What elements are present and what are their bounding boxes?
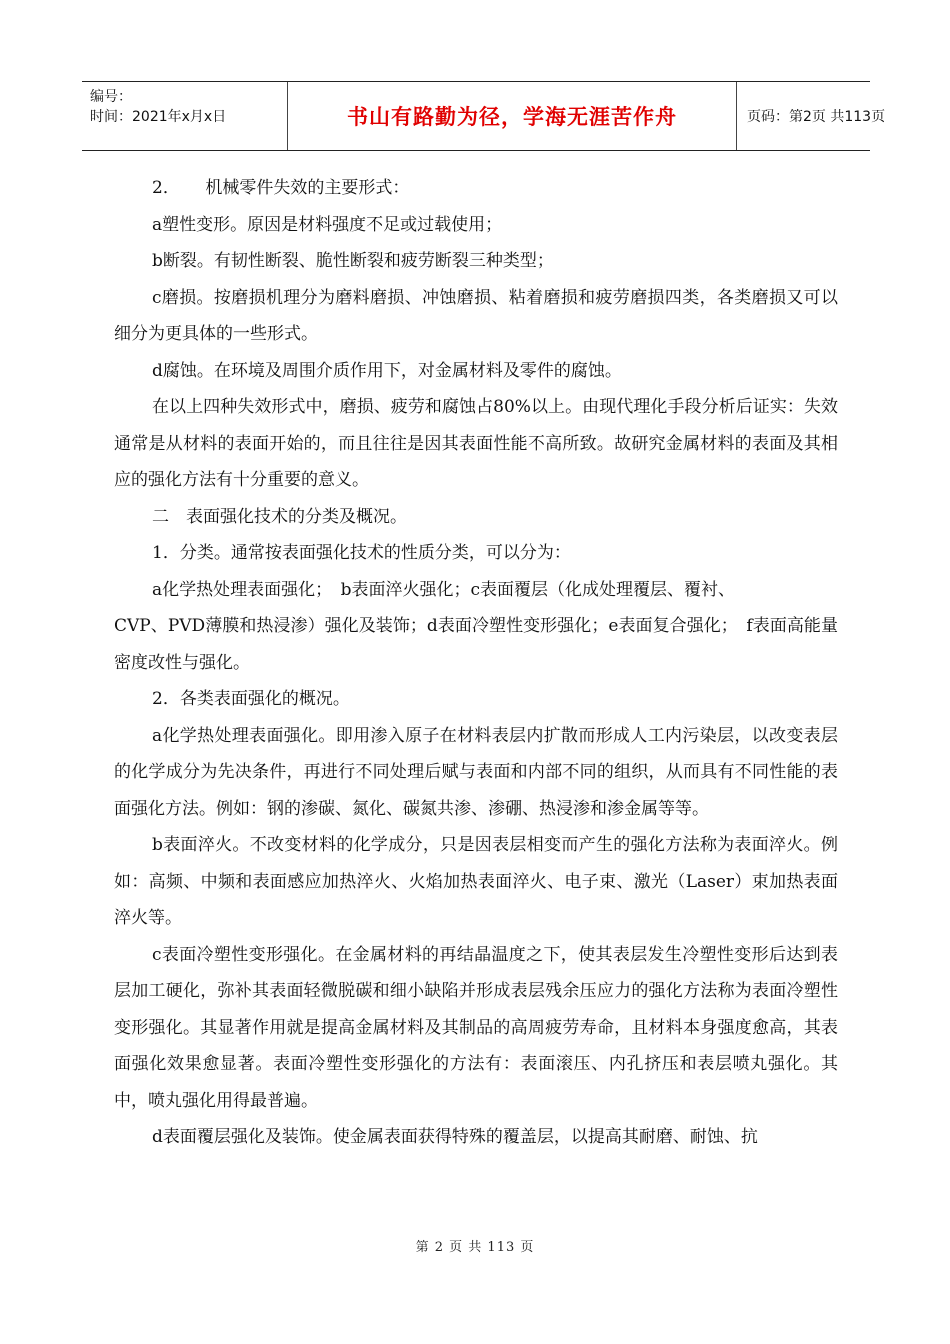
paragraph: 2．各类表面强化的概况。 (152, 689, 350, 709)
paragraph: b断裂。有韧性断裂、脆性断裂和疲劳断裂三种类型； (152, 251, 554, 271)
section-heading: 二 表面强化技术的分类及概况。 (152, 506, 407, 527)
paragraph: d表面覆层强化及装饰。使金属表面获得特殊的覆盖层，以提高其耐磨、耐蚀、抗 (152, 1127, 758, 1147)
header-page-label: 页码：第2页 共113页 (747, 109, 886, 125)
paragraph: c表面冷塑性变形强化。在金属材料的再结晶温度之下，使其表层发生冷塑性变形后达到表层加工硬化，弥补其表面轻微脱碳和细小缺陷并形成表层残余压应力的强化方法称为表面冷塑性变形强化。其显著作用就是提高金属材料及其制品的高周疲劳寿命，且材料本身强度愈高，其表面强化效果愈显著。表面冷塑性变形强化的方法有：表面滚压、内孔挤压和表层喷丸强化。其中，喷丸强化用得最普遍。 (114, 944, 838, 1111)
document-body (114, 170, 838, 1156)
document-time-label: 时间：2021年x月x日 (90, 109, 227, 125)
document-header (82, 81, 886, 151)
paragraph: 1．分类。通常按表面强化技术的性质分类，可以分为： (152, 543, 571, 563)
paragraph: a化学热处理表面强化。即用渗入原子在材料表层内扩散而形成人工内污染层，以改变表层的化学成分为先决条件，再进行不同处理后赋与表面和内部不同的组织，从而具有不同性能的表面强化方法。例如：钢的渗碳、氮化、碳氮共渗、渗硼、热浸渗和渗金属等等。 (114, 725, 838, 819)
header-page-cell (737, 82, 886, 150)
page-footer: 第 2 页 共 113 页 (415, 1240, 535, 1255)
paragraph: 在以上四种失效形式中，磨损、疲劳和腐蚀占80%以上。由现代理化手段分析后证实：失效通常是从材料的表面开始的，而且往往是因其表面性能不高所致。故研究金属材料的表面及其相应的强化方法有十分重要的意义。 (114, 397, 838, 490)
header-motto-cell (287, 82, 737, 150)
header-meta-cell (82, 82, 287, 150)
paragraph: c磨损。按磨损机理分为磨料磨损、冲蚀磨损、粘着磨损和疲劳磨损四类，各类磨损又可以细分为更具体的一些形式。 (114, 287, 838, 344)
document-number-label: 编号： (90, 89, 132, 105)
paragraph: a化学热处理表面强化； b表面淬火强化；c表面覆层（化成处理覆层、覆衬、 (152, 579, 736, 600)
paragraph: CVP、PVD薄膜和热浸渗）强化及装饰；d表面冷塑性变形强化；e表面复合强化； f表面高能量密度改性与强化。 (114, 616, 838, 673)
header-motto: 书山有路勤为径，学海无涯苦作舟 (347, 105, 677, 129)
paragraph: b表面淬火。不改变材料的化学成分，只是因表层相变而产生的强化方法称为表面淬火。例如：高频、中频和表面感应加热淬火、火焰加热表面淬火、电子束、激光（Laser）束加热表面淬火等。 (114, 835, 838, 928)
paragraph: 2． 机械零件失效的主要形式： (152, 178, 410, 198)
paragraph: a塑性变形。原因是材料强度不足或过载使用； (152, 214, 503, 235)
paragraph: d腐蚀。在环境及周围介质作用下，对金属材料及零件的腐蚀。 (152, 360, 622, 381)
